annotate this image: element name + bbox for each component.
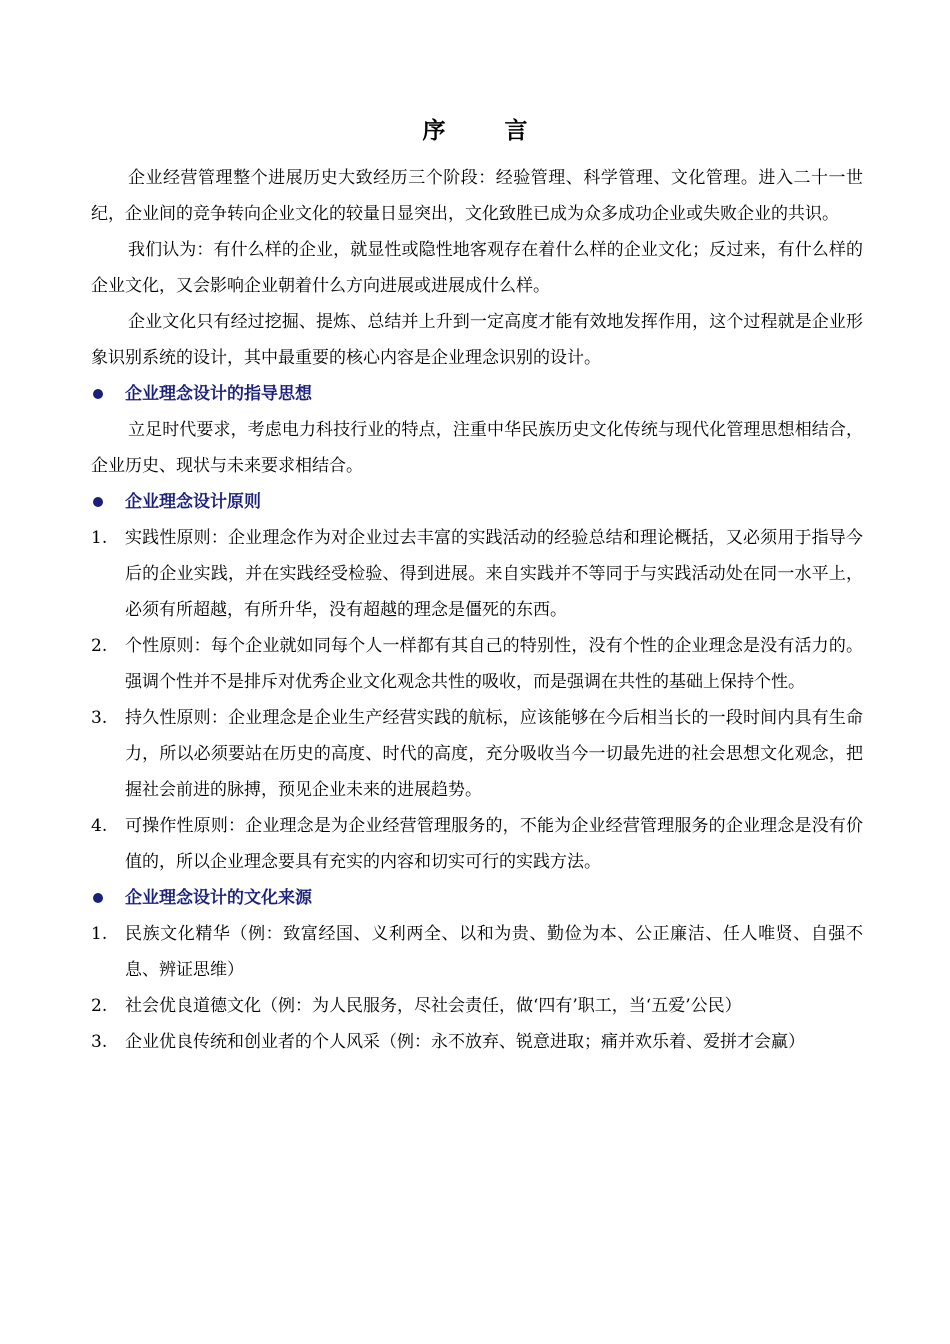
bullet-icon [93,893,103,903]
section-heading-text: 企业理念设计原则 [125,492,261,512]
section-paragraph: 立足时代要求，考虑电力科技行业的特点，注重中华民族历史文化传统与现代化管理思想相结合，企业历史、现状与未来要求相结合。 [91,420,863,476]
list-number: 2. [91,996,108,1016]
list-number: 1. [91,528,108,548]
list-item [91,700,863,808]
list-item-text: 社会优良道德文化（例：为人民服务，尽社会责任，做‘四有’职工，当‘五爱’公民） [125,996,742,1016]
list-item-text: 企业优良传统和创业者的个人风采（例：永不放弃、锐意进取；痛并欢乐着、爱拼才会赢） [125,1032,805,1052]
list-item-text: 个性原则：每个企业就如同每个人一样都有其自己的特别性，没有个性的企业理念是没有活力的。强调个性并不是排斥对优秀企业文化观念共性的吸收，而是强调在共性的基础上保持个性。 [125,636,863,692]
list-item-text: 民族文化精华（例：致富经国、义利两全、以和为贵、勤俭为本、公正廉洁、任人唯贤、自强不息、辨证思维） [125,924,863,980]
list-item [91,520,863,628]
list-number: 1. [91,924,108,944]
section-heading [91,376,863,412]
intro-paragraph: 我们认为：有什么样的企业，就显性或隐性地客观存在着什么样的企业文化；反过来，有什么样的企业文化，又会影响企业朝着什么方向进展或进展成什么样。 [91,240,863,296]
list-item-text: 可操作性原则：企业理念是为企业经营管理服务的，不能为企业经营管理服务的企业理念是没有价值的，所以企业理念要具有充实的内容和切实可行的实践方法。 [125,816,863,872]
document-body [91,160,863,1060]
intro-paragraph: 企业文化只有经过挖掘、提炼、总结并上升到一定高度才能有效地发挥作用，这个过程就是企业形象识别系统的设计，其中最重要的核心内容是企业理念识别的设计。 [91,312,863,368]
section-heading-text: 企业理念设计的指导思想 [125,384,312,404]
intro-paragraph: 企业经营管理整个进展历史大致经历三个阶段：经验管理、科学管理、文化管理。进入二十一世纪，企业间的竞争转向企业文化的较量日显突出，文化致胜已成为众多成功企业或失败企业的共识。 [91,168,863,224]
bullet-icon [93,497,103,507]
section-heading [91,880,863,916]
bullet-icon [93,389,103,399]
list-number: 4. [91,816,108,836]
list-item [91,808,863,880]
list-number: 2. [91,636,108,656]
list-item [91,916,863,988]
list-item-text: 持久性原则：企业理念是企业生产经营实践的航标，应该能够在今后相当长的一段时间内具有生命力，所以必须要站在历史的高度、时代的高度，充分吸收当今一切最先进的社会思想文化观念，把握社会前进的脉搏，预见企业未来的进展趋势。 [125,708,863,800]
list-item-text: 实践性原则：企业理念作为对企业过去丰富的实践活动的经验总结和理论概括，又必须用于指导今后的企业实践，并在实践经受检验、得到进展。来自实践并不等同于与实践活动处在同一水平上，必须有所超越，有所升华，没有超越的理念是僵死的东西。 [125,528,863,620]
section-heading [91,484,863,520]
section-heading-text: 企业理念设计的文化来源 [125,888,312,908]
list-item [91,988,863,1024]
list-item [91,628,863,700]
page-title: 序 言 [422,117,546,144]
list-number: 3. [91,1032,108,1052]
list-number: 3. [91,708,108,728]
list-item [91,1024,863,1060]
